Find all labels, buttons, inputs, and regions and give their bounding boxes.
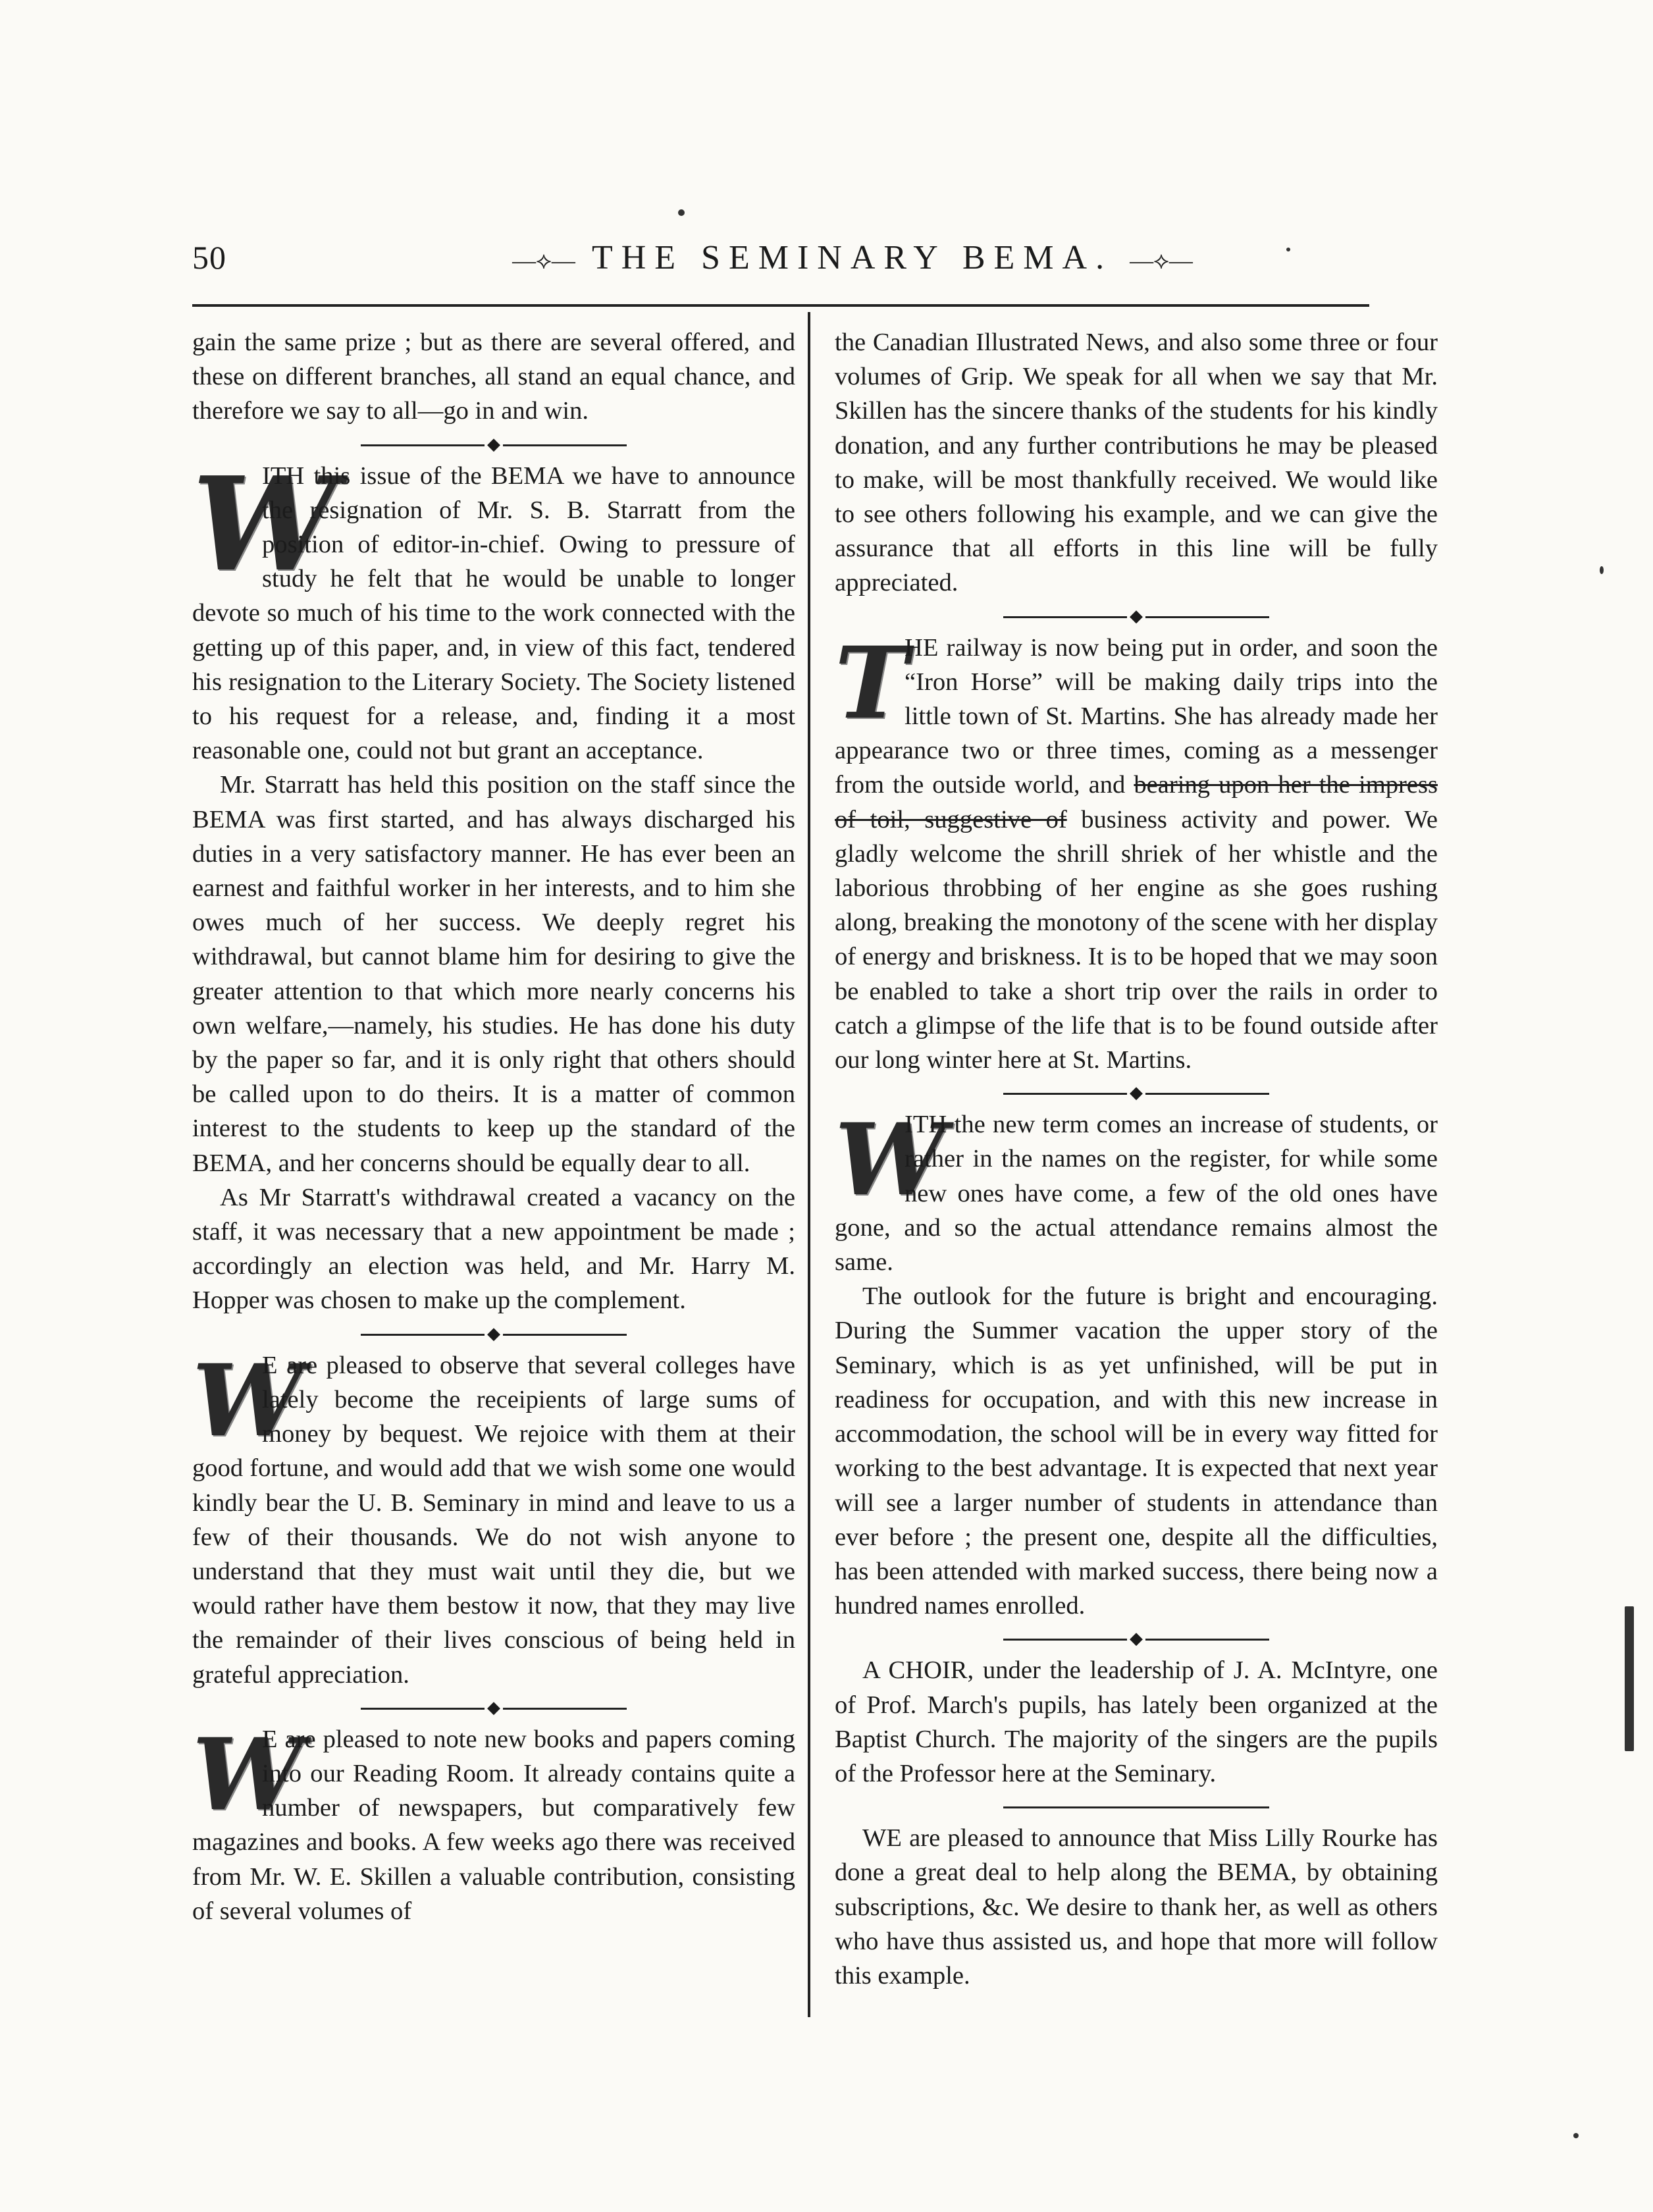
article-paragraph: ITH this issue of the BEMA we have to announce the resignation of Mr. S. B. Starratt from the position of editor-in-chief. Owing to pressure of study he felt that he would be unable to longer devote so much of his time to the work connected with the getting up of this paper, and, in view of this fact, tendered his resignation to the Literary Society. The Society listened to his request for a release, and, finding it a most reasonable one, could not but grant an acceptance. xyxy=(192,461,795,765)
struck-text: bearing upon her the impress of toil, suggestive of xyxy=(835,771,1438,833)
right-ornament: —⟡— xyxy=(1130,247,1193,274)
article-bequests xyxy=(192,1342,795,1692)
section-separator xyxy=(835,1623,1438,1653)
article-new-term xyxy=(835,1102,1438,1623)
article-choir xyxy=(835,1653,1438,1791)
ornamental-initial: W xyxy=(192,448,338,600)
section-separator xyxy=(835,600,1438,631)
column-divider xyxy=(808,312,810,2017)
left-column xyxy=(192,325,795,1928)
article-railway xyxy=(835,625,1438,1078)
article-paragraph: E are pleased to observe that several colleges have lately become the receipients of large sums of money by bequest. We rejoice with them at their good fortune, and would add that we wish some one would kindly bear the U. B. Seminary in mind and leave to us a few of their thousands. We do not wish anyone to understand that they must wait until they die, but we would rather have them bestow it now, that they may live the remainder of their lives conscious of being held in grateful appreciation. xyxy=(192,1351,795,1689)
ornamental-initial: W xyxy=(192,1716,303,1833)
section-separator xyxy=(835,1791,1438,1821)
left-ornament: —⟡— xyxy=(512,247,575,274)
continuation-paragraph: gain the same prize ; but as there are several offered, and these on different branches, all stand an equal chance, and therefore we say to all—go in and win. xyxy=(192,329,795,425)
article-paragraph: E are pleased to note new books and papers coming into our Reading Room. It already contains quite a number of newspapers, but comparatively few magazines and books. A few weeks ago there was received from Mr. W. E. Skillen a valuable contribution, consisting of several volumes of xyxy=(192,1725,795,1925)
article-paragraph: A CHOIR, under the leadership of J. A. McIntyre, one of Prof. March's pupils, has lately been organized at the Baptist Church. The majority of the singers are the pupils of the Professor here at the Seminary. xyxy=(835,1656,1438,1787)
text-run: HE railway is now being put in order, and soon the “Iron Horse” will be making daily trips into the little town of St. Martins. She has already made her appearance two or three times, coming as a messenger from the outside world, and xyxy=(835,633,1438,799)
print-speck xyxy=(1600,566,1604,574)
header-rule xyxy=(192,304,1369,307)
article-paragraph: The outlook for the future is bright and encouraging. During the Summer vacation the upper story of the Seminary, which is as yet unfinished, will be put in readiness for occupation, and with this new increase in accommodation, the school will be in every way fitted for working to the best advantage. It is expected that next year will see a larger number of students in attendance than ever before ; the present one, despite all the difficulties, has been attended with marked success, there being now a hundred names enrolled. xyxy=(835,1282,1438,1620)
ornamental-initial: T xyxy=(835,625,908,741)
text-run: business activity and power. We gladly welcome the shrill shriek of her whistle and the laborious throbbing of her engine as she goes rushing along, breaking the monotony of the scene with her display of energy and briskness. It is to be hoped that we may soon be enabled to take a short trip over the rails in order to catch a glimpse of the life that is to be found outside after our long winter here at St. Martins. xyxy=(835,805,1438,1074)
article-paragraph xyxy=(835,625,1438,1078)
article-reading-room xyxy=(192,1716,795,1928)
journal-title: THE SEMINARY BEMA. xyxy=(591,239,1113,276)
article-paragraph: WE are pleased to announce that Miss Lilly Rourke has done a great deal to help along the BEMA, by obtaining subscriptions, &c. We desire to thank her, as well as others who have thus assisted us, and hope that more will follow this example. xyxy=(835,1824,1438,1989)
article-paragraph: Mr. Starratt has held this position on the staff since the BEMA was first started, and has always discharged his duties in a very satisfactory manner. He has ever been an earnest and faithful worker in her interests, and to him she owes much of her success. We deeply regret his withdrawal, but cannot blame him for desiring to give the greater attention to that which more nearly concerns his own welfare,—namely, his studies. He has done his duty by the paper so far, and it is only right that others should be called upon to do theirs. It is a matter of common interest to the students to keep up the standard of the BEMA, and her concerns should be equally dear to all. xyxy=(192,771,795,1177)
page-number: 50 xyxy=(192,239,226,276)
article-paragraph: ITH the new term comes an increase of students, or rather in the names on the register, for while some new ones have come, a few of the old ones have gone, and so the actual attendance remains almost the same. xyxy=(835,1111,1438,1277)
ornamental-initial: W xyxy=(835,1102,946,1219)
print-speck xyxy=(1573,2133,1579,2138)
article-subscriptions xyxy=(835,1821,1438,1993)
article-paragraph: As Mr Starratt's withdrawal created a vacancy on the staff, it was necessary that a new appointment be made ; accordingly an election was held, and Mr. Harry M. Hopper was chosen to make up the complement. xyxy=(192,1183,795,1315)
ornamental-initial: W xyxy=(192,1342,303,1459)
print-speck xyxy=(678,209,685,216)
continuation-paragraph: the Canadian Illustrated News, and also some three or four volumes of Grip. We speak for all when we say that Mr. Skillen has the sincere thanks of the students for his kindly donation, and any further contributions he may be pleased to make, will be most thankfully received. We would like to see others following his example, and we can give the assurance that all efforts in this line will be fully appreciated. xyxy=(835,329,1438,597)
right-column xyxy=(835,325,1438,1993)
running-head xyxy=(434,238,1271,277)
article-resignation xyxy=(192,448,795,1318)
page-edge-shadow xyxy=(1625,1606,1634,1751)
print-speck xyxy=(1286,248,1290,251)
